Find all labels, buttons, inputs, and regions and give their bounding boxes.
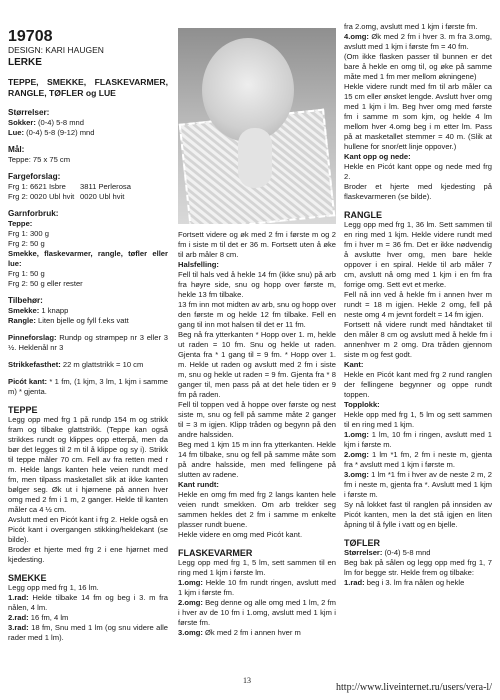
color-right: 0020 Ubl hvit <box>80 192 125 201</box>
halsfelling-text-5: Beg med 1 kjm 15 m inn fra ytterkanten. Hekle 14 fm tilbake, snu og fell på samme måte som på andre halsside, men med fellingene på slutten av radene. <box>178 440 336 479</box>
needles-value: Rundp og strømpep nr 3 eller 3 ½. Heklenål nr 3 <box>8 333 168 352</box>
color-left: Frg 1: 6621 Isbre <box>8 182 66 191</box>
designer-credit: DESIGN: KARI HAUGEN <box>8 45 104 55</box>
row-text: 18 fm, Snu med 1 lm (og snu videre alle rader med 1 lm). <box>8 623 168 642</box>
row-label: 3.rad: <box>8 623 29 632</box>
pattern-number: 19708 <box>8 28 53 45</box>
kant-opp-heading: Kant opp og nede: <box>344 152 411 161</box>
sokker-value: (0-4) 5-8 mnd <box>35 118 84 127</box>
halsfelling-heading: Halsfelling: <box>178 260 219 269</box>
rangle-acc-label: Rangle: <box>8 316 36 325</box>
halsfelling-text-2: 13 fm inn mot midten av arb, snu og hopp over den første m og hekle 12 fm tilbake. Fell en gang til inn mot halsen til det er 11 fm. <box>178 300 336 329</box>
gauge-value: 22 m glattstrikk = 10 cm <box>60 360 144 369</box>
kant-heading: Kant rundt: <box>178 480 219 489</box>
rangle-text-3: Fortsett nå videre rundt med håndtaket til den måler 8 cm og avslutt med å hekle fm i annenhver m 2 omg. Dra tråden gjennom siste m og fest godt. <box>344 320 492 359</box>
baby-photo <box>178 28 336 224</box>
flaskevarmer-note: (Om ikke flasken passer til bunnen er det bare å hekle en omg til, og øke på samme måte med 1 fm mer mellom økningene) <box>344 52 492 81</box>
yarn-line: Frg 1: 300 g <box>8 229 49 238</box>
flaskevarmer-heading: FLASKEVARMER <box>178 548 253 558</box>
yarn-other-label: Smekke, flaskevarmer, rangle, tøfler eller lue: <box>8 249 168 268</box>
measure-section <box>8 145 168 165</box>
measure-value: Teppe: 75 x 75 cm <box>8 155 71 164</box>
color-row <box>8 192 168 202</box>
column-middle <box>178 230 336 638</box>
source-url[interactable]: http://www.liveinternet.ru/users/vera-l/ <box>336 682 492 693</box>
row-text: Øk med 2 fm i hver 3. m fra 3.omg, avslutt med 1 kjm i første fm = 40 fm. <box>344 32 492 51</box>
halsfelling-text-4: Fell til toppen ved å hoppe over første og nest siste m, snu og fell på samme måte 2 ganger til = 3 m igjen. Klipp tråden og begynn på den andre halssiden. <box>178 400 336 439</box>
yarn-line: Frg 1: 50 g <box>8 269 45 278</box>
smekke-row <box>8 613 168 623</box>
row-label: 2.omg: <box>178 598 203 607</box>
row-text: Hekle 10 fm rundt ringen, avslutt med 1 kjm i første fm. <box>178 578 336 597</box>
teppe-text-3: Broder et hjerte med frg 2 i ene hjørnet med kjedesting. <box>8 545 168 564</box>
kant-opp-text: Hekle en Picót kant oppe og nede med frg 2. <box>344 162 492 181</box>
smekke-acc-value: 1 knapp <box>39 306 69 315</box>
topplokk-text-2: Sy nå lokket fast til ranglen på innsiden av Picót kanten, men la det stå igjen en liten åpning til å fylle i vatt og en bjelle. <box>344 500 492 529</box>
color-left: Frg 2: 0020 Ubl hvit <box>8 192 75 201</box>
row-label: 4.omg: <box>344 32 369 41</box>
gauge-label: Strikkefasthet: <box>8 360 61 369</box>
flaskevarmer-text: Hekle videre rundt med fm til arb måler ca 15 cm eller ønsket lengde. Avslutt hver omg med 1 kjm i lm. Beg hver omg med første fm i samme m som kjm, og hekle 4 lm mellom hver 4.omg beg i m etter lm. Pass på at masketallet stemmer = 40 m. (Slik at hullene for snor/ett linje oppover.) <box>344 82 492 151</box>
halsfelling-text-3: Beg nå fra ytterkanten * Hopp over 1. m, hekle ut raden = 10 fm. Snu og hekle ut raden. Gjenta fra * 1 gang til = 9 fm. * Hopp over 1. m. Hekle ut raden og avslutt med 2 fm i siste m, snu og hekle ut raden = 9 fm. Gjenta fra * 8 ganger til, men pass på at det hele tiden er 9 fm på raden. <box>178 330 336 399</box>
rangle-text-2: Fell nå inn ved å hekle fm i annen hver m rundt = 18 m igjen. Hekle 2 omg, fell på neste omg 4 m jevnt fordelt = 14 fm igjen. <box>344 290 492 319</box>
row-text: Beg denne og alle omg med 1 lm, 2 fm i hver av de 10 fm i 1.omg, avslutt med 1 kjm i første fm. <box>178 598 336 627</box>
row-label: 2.rad: <box>8 613 29 622</box>
row-label: 1.omg: <box>178 578 203 587</box>
row-text: Hekle tilbake 14 fm og beg i 3. m fra nålen, 4 lm. <box>8 593 168 612</box>
teppe-text-2: Avslutt med en Picót kant i frg 2. Hekle også en Picót kant i overgangen stikking/heklekant (se bilde). <box>8 515 168 544</box>
yarn-line: Frg 2: 50 g <box>8 239 45 248</box>
row-text: 1 lm *1 fm i hver av de neste 2 m, 2 fm i neste m, gjenta fra *. Avslutt med 1 kjm i første m. <box>344 470 492 499</box>
row-label: 1.rad: <box>8 593 29 602</box>
kant-text-2: Hekle videre en omg med Picót kant. <box>178 530 303 539</box>
tofler-sizes <box>344 548 492 558</box>
column-left <box>8 28 168 643</box>
sokker-label: Sokker: <box>8 118 36 127</box>
yarn-line: Frg 2: 50 g eller rester <box>8 279 83 288</box>
smekke-acc-label: Smekke: <box>8 306 40 315</box>
measure-heading: Mål: <box>8 145 25 154</box>
yarn-heading: Garnforbruk: <box>8 209 59 218</box>
tofler-sizes-value: (0-4) 5-8 mnd <box>382 548 431 557</box>
model-name: LERKE <box>8 57 42 68</box>
kant-text: Hekle en omg fm med frg 2 langs kanten hele veien rundt smekken. Om arb trekker seg sammen hekles det 2 fm i samme m enkelte plasser rundt buene. <box>178 490 336 529</box>
row-text: Øk med 2 fm i annen hver m <box>202 628 301 637</box>
row-text: 1 lm *1 fm, 2 fm i neste m, gjenta fra * avslutt med 1 kjm i første m. <box>344 450 492 469</box>
smekke-intro: Legg opp med frg 1, 16 lm. <box>8 583 99 592</box>
row-text: beg i 3. lm fra nålen og hekle <box>364 578 465 587</box>
rangle-acc-value: Liten bjelle og fyll f.eks vatt <box>35 316 129 325</box>
lue-label: Lue: <box>8 128 25 137</box>
kant-opp-text-2: Broder et hjerte med kjedesting på flaskevarmeren (se bilde). <box>344 182 492 201</box>
teppe-heading: TEPPE <box>8 405 38 415</box>
color-row <box>8 182 168 192</box>
topplokk-text: Hekle opp med frg 1, 5 lm og sett sammen til en ring med 1 kjm. <box>344 410 492 429</box>
halsfelling-text: Fell til hals ved å hekle 14 fm (ikke snu) på arb fra høyre side, snu og hopp over første m, hekle 13 fm tilbake. <box>178 270 336 299</box>
pattern-subtitle: TEPPE, SMEKKE, FLASKEVARMER, RANGLE, TØFLER og LUE <box>8 77 168 98</box>
baby-head-image <box>202 38 294 142</box>
yarn-teppe-label: Teppe: <box>8 219 33 228</box>
tofler-row <box>344 578 492 588</box>
gauge-section <box>8 360 168 370</box>
row-label: 3.omg: <box>178 628 203 637</box>
row-text: 16 fm, 4 lm <box>28 613 69 622</box>
sizes-section <box>8 108 168 138</box>
flaskevarmer-row <box>178 598 336 628</box>
tofler-heading: TØFLER <box>344 538 380 548</box>
baby-arm-image <box>238 128 272 188</box>
needles-label: Pinneforslag: <box>8 333 57 342</box>
color-right: 3811 Perlerosa <box>80 182 131 191</box>
row-text: 1 lm, 10 fm i ringen, avslutt med 1 kjm i første m. <box>344 430 492 449</box>
smekke-heading: SMEKKE <box>8 573 47 583</box>
topplokk-row <box>344 470 492 500</box>
needles-section <box>8 333 168 353</box>
page-number: 13 <box>243 676 251 685</box>
flaskevarmer-row <box>178 628 336 638</box>
picot-value: * 1 fm, (1 kjm, 3 lm, 1 kjm i samme m) * gjenta. <box>8 377 168 396</box>
teppe-text: Legg opp med frg 1 på rundp 154 m og strikk fram og tilbake glattstrikk. (Teppe kan også strikkes rundt og klippes opp etterpå, men da bør det legges til 2 m til å klippe og sy i). Strikk til teppe måler 70 cm. Fell av fra retten med r m. Hekle langs kanten hele veien rundt med fm, men tilpass masketallet slik at ikke kanten bølger seg. Øk ut i hjørnene på annen hver omg med 2 fm i 1 m, 2 ganger. Hekle til kanten måler ca 4 ½ cm. <box>8 415 168 514</box>
tofler-text: Beg bak på sålen og legg opp med frg 1, 7 lm for begge str. Hekle frem og tilbake: <box>344 558 492 577</box>
flaskevarmer-intro: Legg opp med frg 1, 5 lm, sett sammen til en ring med 1 kjm i første lm. <box>178 558 336 577</box>
colors-heading: Fargeforslag: <box>8 172 61 181</box>
lue-value: (0-4) 5-8 (9-12) mnd <box>24 128 95 137</box>
accessories-heading: Tilbehør: <box>8 296 43 305</box>
topplokk-heading: Topplokk: <box>344 400 380 409</box>
rangle-kant-text: Hekle en Picót kant med frg 2 rund ranglen der fellingene begynner og oppe rundt toppen. <box>344 370 492 399</box>
tofler-sizes-label: Størrelser: <box>344 548 383 557</box>
row-label: 1.omg: <box>344 430 369 439</box>
column-right <box>344 22 492 588</box>
rangle-text: Legg opp med frg 1, 36 lm. Sett sammen til en ring med 1 kjm. Hekle videre rundt med fm i hver m = 36 fm. Det er ikke nødvendig å avslutte hver omg, men bare hekle oppover i en spiral. Hekle til arb måler 7 cm, avslutt nå omg med 1 kjm i en fm fra forrige omg. Sett evt et merke. <box>344 220 492 289</box>
rangle-heading: RANGLE <box>344 210 382 220</box>
row-label: 3.omg: <box>344 470 369 479</box>
accessories-section <box>8 296 168 326</box>
flaskevarmer-row <box>178 578 336 598</box>
topplokk-row <box>344 450 492 470</box>
topplokk-row <box>344 430 492 450</box>
picot-label: Picót kant: <box>8 377 48 386</box>
row-label: 2.omg: <box>344 450 369 459</box>
row-label: 1.rad: <box>344 578 365 587</box>
yarn-section <box>8 209 168 289</box>
rangle-kant-heading: Kant: <box>344 360 364 369</box>
colors-section <box>8 172 168 202</box>
smekke-row <box>8 623 168 643</box>
sizes-heading: Størrelser: <box>8 108 50 117</box>
flaskevarmer-row <box>344 32 492 52</box>
flaskevarmer-continue: fra 2.omg, avslutt med 1 kjm i første fm. <box>344 22 478 31</box>
picot-section <box>8 377 168 397</box>
smekke-continue: Fortsett videre og øk med 2 fm i første m og 2 fm i siste m til det er 36 m. Fortsett uten å øke til arb måler 8 cm. <box>178 230 336 259</box>
smekke-row <box>8 593 168 613</box>
